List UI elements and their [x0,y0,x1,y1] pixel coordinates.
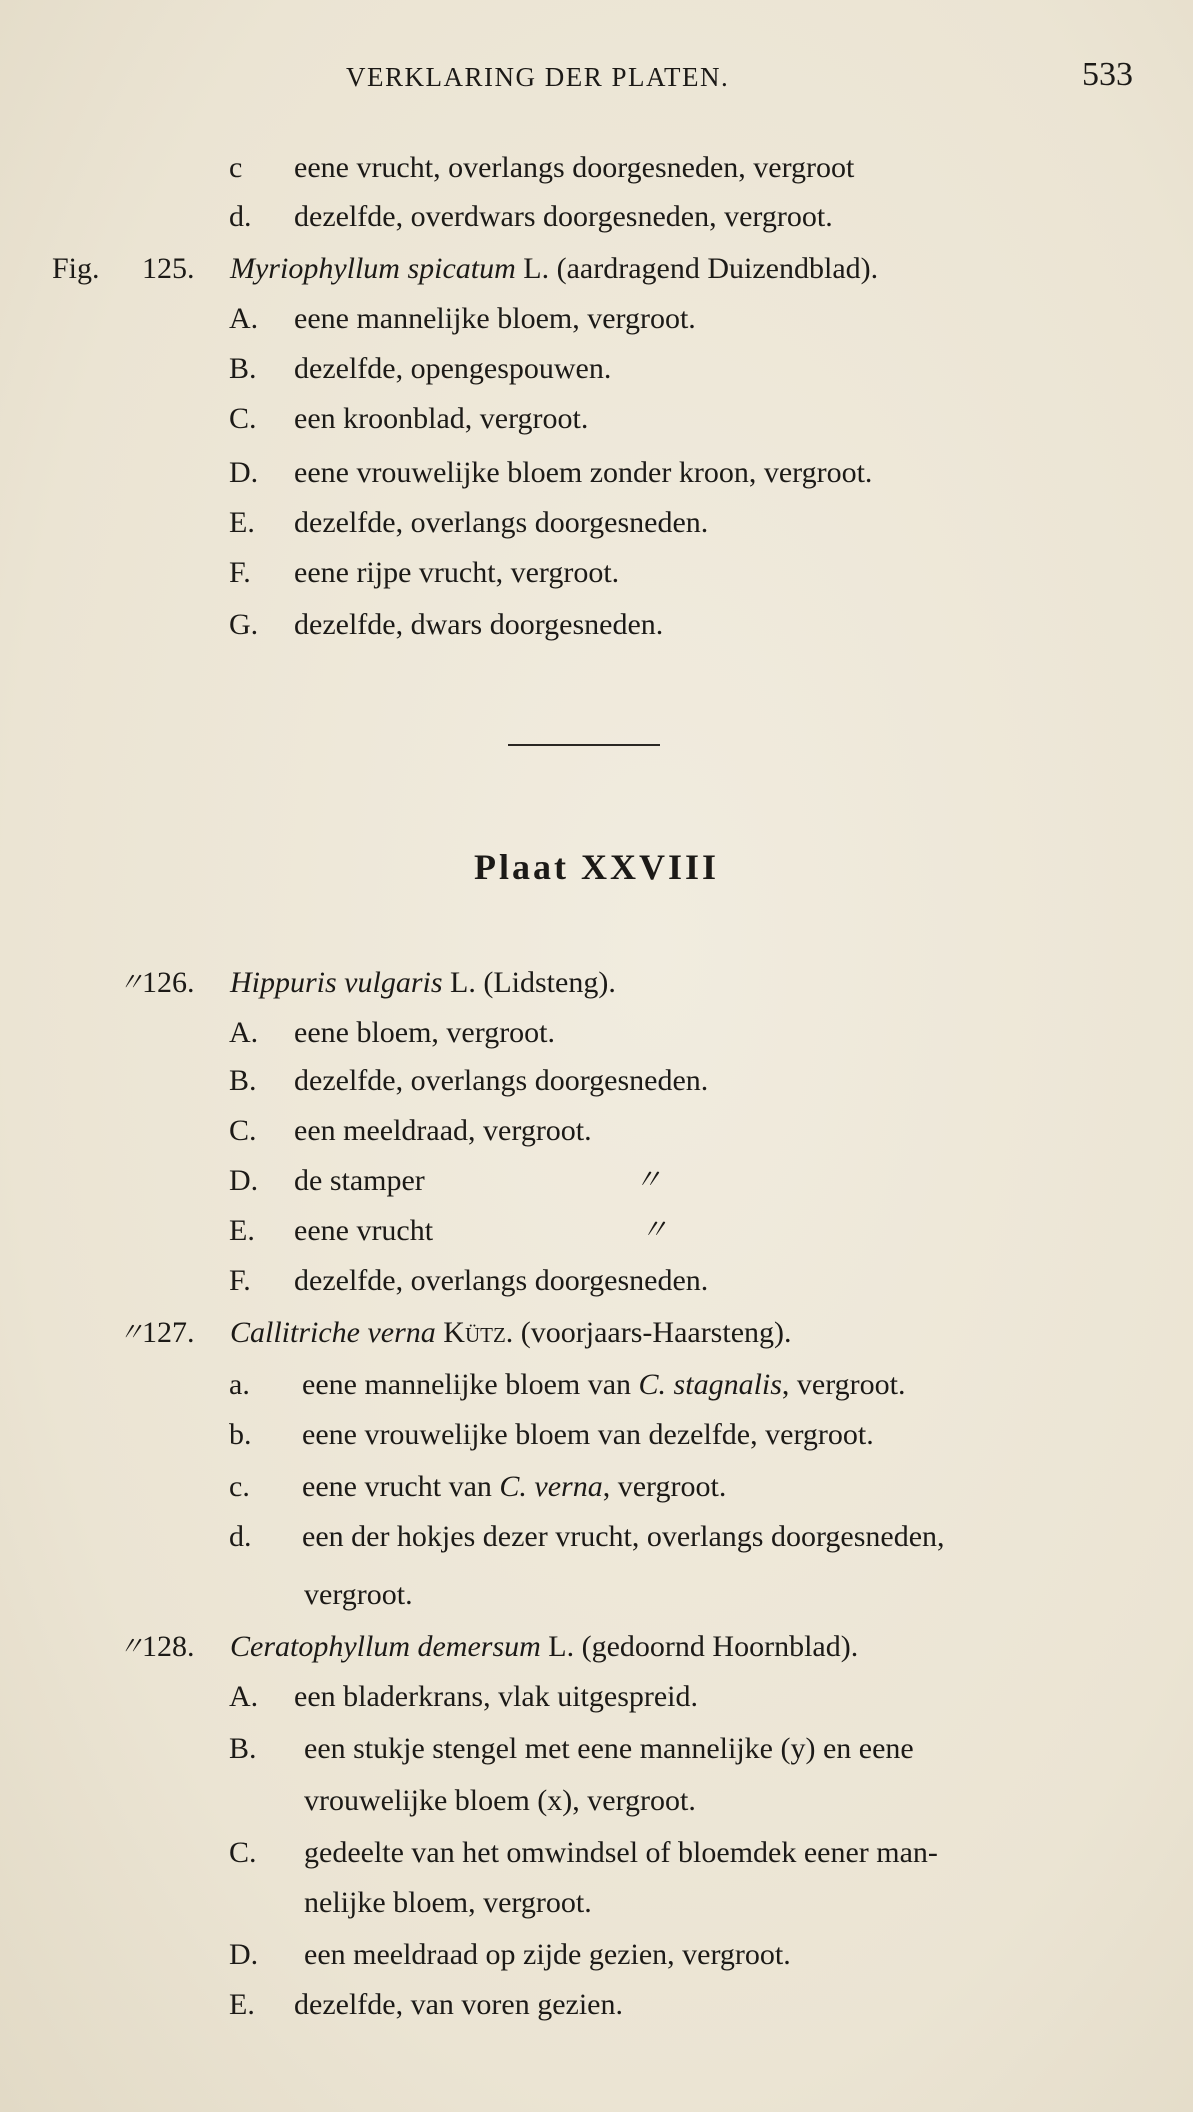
fig-number: 126. [142,966,195,999]
item-letter: C. [229,1114,257,1147]
figure-entry-127 [0,1310,1193,1356]
item-text: een stukje stengel met eene mannelijke (y) en eene [304,1732,914,1765]
item-text: eene vrucht van [302,1470,500,1503]
list-item [0,346,1193,392]
fig-prefix: Fig. [52,252,100,285]
item-letter: G. [229,608,259,641]
section-divider [508,744,660,746]
item-letter: C. [229,402,257,435]
item-letter: A. [229,1680,259,1713]
list-item-continuation [0,1778,1193,1824]
species-common-name: (voorjaars-Haarsteng). [513,1316,792,1349]
item-text: dezelfde, overdwars doorgesneden, vergroot. [294,200,833,233]
item-text: eene mannelijke bloem van [302,1368,639,1401]
ditto-mark: 〃 [118,968,145,997]
species-author: L. (aardragend Duizendblad). [515,252,879,285]
item-text: vergroot. [304,1578,413,1611]
ditto-mark: 〃 [118,1632,145,1661]
item-letter: C. [229,1836,257,1869]
item-text: nelijke bloem, vergroot. [304,1886,592,1919]
fig-number: 128. [142,1630,195,1663]
item-text: dezelfde, van voren gezien. [294,1988,623,2021]
item-letter: c [229,151,243,184]
item-text: dezelfde, overlangs doorgesneden. [294,506,709,539]
item-letter: E. [229,506,255,539]
ditto-mark: 〃 [640,1215,669,1246]
list-item [0,194,1193,240]
figure-entry-126 [0,960,1193,1006]
list-item [0,296,1193,342]
list-item [0,1830,1193,1876]
list-item [0,1108,1193,1154]
list-item [0,1726,1193,1772]
item-species: C. verna [499,1470,603,1503]
list-item [0,1258,1193,1304]
list-item-continuation [0,1572,1193,1618]
item-text: eene mannelijke bloem, vergroot. [294,302,696,335]
item-text: vrouwelijke bloem (x), vergroot. [304,1784,696,1817]
item-text: een bladerkrans, vlak uitgespreid. [294,1680,699,1713]
page-number: 533 [1082,56,1133,93]
list-item [0,1674,1193,1720]
item-letter: E. [229,1988,255,2021]
item-letter: c. [229,1470,250,1503]
item-text: eene vrouwelijke bloem zonder kroon, vergroot. [294,456,873,489]
item-text-end: , vergroot. [602,1470,727,1503]
item-letter: A. [229,302,259,335]
species-author: Kütz. [435,1316,514,1349]
list-item [0,1058,1193,1104]
item-letter: F. [229,556,251,589]
item-letter: F. [229,1264,251,1297]
item-text: eene rijpe vrucht, vergroot. [294,556,620,589]
item-text: dezelfde, opengespouwen. [294,352,612,385]
item-text: dezelfde, overlangs doorgesneden. [294,1064,709,1097]
list-item [0,1158,1193,1204]
item-text: een der hokjes dezer vrucht, overlangs doorgesneden, [302,1520,945,1553]
species-name: Hippuris vulgaris [230,966,443,999]
figure-entry-125 [0,246,1193,292]
item-letter: B. [229,1732,257,1765]
item-text: eene vrucht [294,1214,434,1247]
item-text: eene vrouwelijke bloem van dezelfde, vergroot. [302,1418,874,1451]
list-item [0,1010,1193,1056]
item-letter: d. [229,200,252,233]
item-letter: D. [229,1164,259,1197]
item-letter: A. [229,1016,259,1049]
item-letter: b. [229,1418,252,1451]
fig-number: 127. [142,1316,195,1349]
running-title: VERKLARING DER PLATEN. [346,62,730,92]
list-item [0,145,1193,191]
item-text: een meeldraad, vergroot. [294,1114,592,1147]
list-item [0,1982,1193,2028]
page-header [0,56,1193,100]
list-item [0,602,1193,648]
list-item [0,1208,1193,1254]
item-text: een kroonblad, vergroot. [294,402,589,435]
item-text: gedeelte van het omwindsel of bloemdek eener man- [304,1836,938,1869]
item-text: eene vrucht, overlangs doorgesneden, vergroot [294,151,855,184]
list-item [0,450,1193,496]
list-item [0,1464,1193,1510]
item-letter: a. [229,1368,250,1401]
item-letter: B. [229,352,257,385]
item-text: eene bloem, vergroot. [294,1016,556,1049]
item-text: een meeldraad op zijde gezien, vergroot. [304,1938,791,1971]
item-species: C. stagnalis [638,1368,782,1401]
species-name: Callitriche verna [230,1316,436,1349]
list-item [0,1514,1193,1560]
item-text: de stamper [294,1164,425,1197]
species-author: L. (gedoornd Hoornblad). [540,1630,859,1663]
species-name: Ceratophyllum demersum [230,1630,541,1663]
list-item [0,396,1193,442]
list-item [0,1932,1193,1978]
item-letter: D. [229,456,259,489]
plate-heading: Plaat XXVIII [473,847,719,887]
item-text: dezelfde, overlangs doorgesneden. [294,1264,709,1297]
fig-number: 125. [142,252,195,285]
list-item-continuation [0,1880,1193,1926]
item-letter: D. [229,1938,259,1971]
ditto-mark: 〃 [118,1318,145,1347]
species-author: L. (Lidsteng). [442,966,616,999]
item-text-end: , vergroot. [781,1368,906,1401]
figure-entry-128 [0,1624,1193,1670]
ditto-mark: 〃 [634,1165,663,1196]
item-letter: d. [229,1520,252,1553]
item-text: dezelfde, dwars doorgesneden. [294,608,664,641]
list-item [0,1362,1193,1408]
item-letter: B. [229,1064,257,1097]
species-name: Myriophyllum spicatum [230,252,516,285]
list-item [0,500,1193,546]
list-item [0,1412,1193,1458]
item-letter: E. [229,1214,255,1247]
list-item [0,550,1193,596]
